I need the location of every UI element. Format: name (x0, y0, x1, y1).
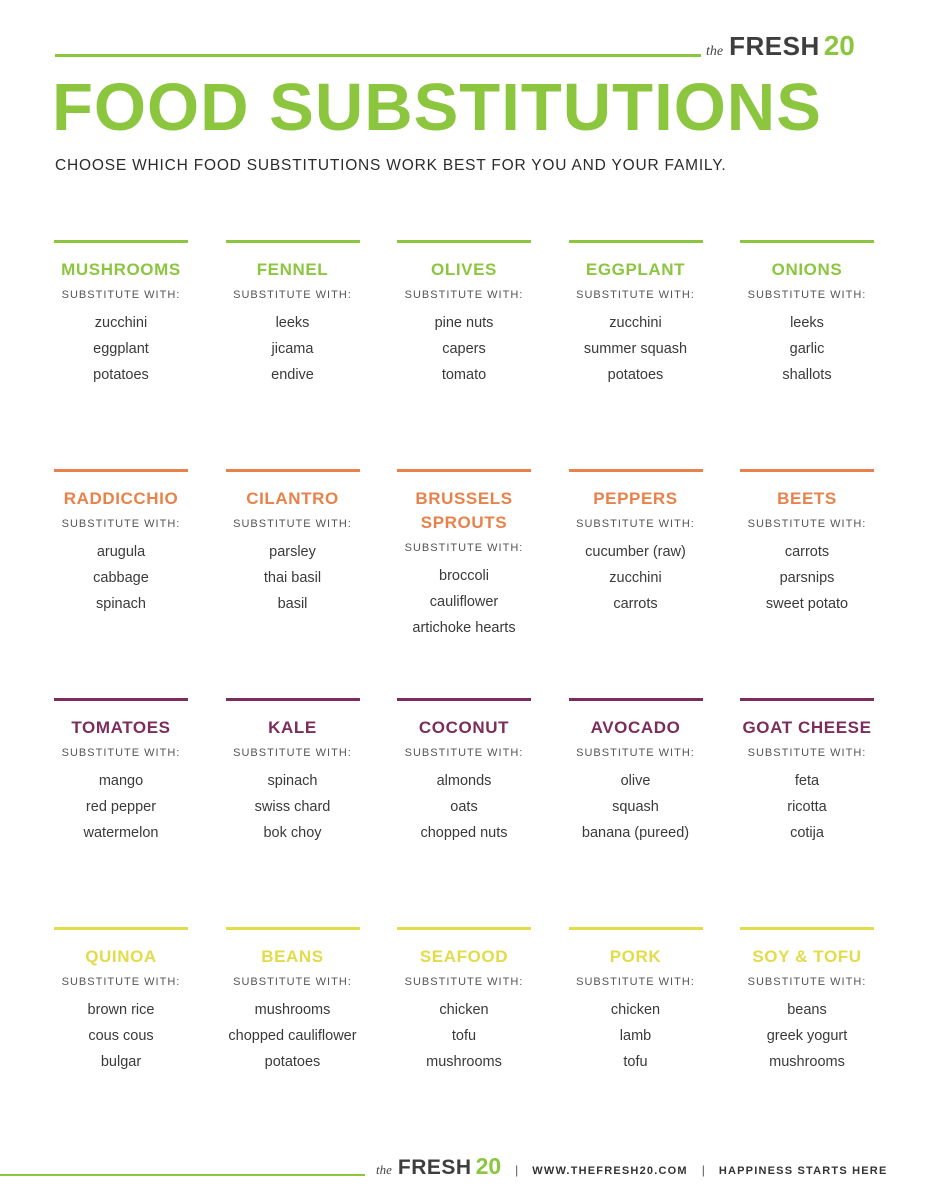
substitute-label: SUBSTITUTE WITH: (61, 289, 181, 301)
substitution-card (226, 469, 360, 698)
card-rule (226, 469, 360, 472)
substitute-option: banana (pureed) (581, 825, 690, 841)
substitute-label: SUBSTITUTE WITH: (61, 518, 181, 530)
substitution-card (54, 927, 188, 1156)
substitute-option: beans (787, 1002, 827, 1018)
food-name: RADDICCHIO (63, 489, 179, 508)
food-name: CILANTRO (246, 489, 339, 508)
substitute-option: cous cous (88, 1028, 154, 1044)
substitute-list (226, 310, 360, 388)
footer-brand-number: 20 (475, 1153, 502, 1179)
substitute-option: cotija (790, 825, 824, 841)
substitute-label: SUBSTITUTE WITH: (747, 747, 867, 759)
substitute-list (397, 310, 531, 388)
substitute-option: broccoli (439, 568, 489, 584)
substitute-option: tofu (451, 1028, 477, 1044)
substitute-list (569, 539, 703, 617)
substitute-option: tomato (441, 367, 487, 383)
substitute-option: squash (612, 799, 659, 815)
substitute-label: SUBSTITUTE WITH: (61, 747, 181, 759)
substitution-card (226, 927, 360, 1156)
food-name: PORK (609, 947, 662, 966)
substitution-card (54, 469, 188, 698)
substitute-label: SUBSTITUTE WITH: (233, 518, 352, 530)
substitute-option: feta (794, 773, 820, 789)
food-name: MUSHROOMS (61, 260, 181, 279)
substitute-option: lamb (619, 1028, 652, 1044)
substitute-option: almonds (436, 773, 492, 789)
substitute-list (397, 768, 531, 846)
substitute-option: carrots (613, 596, 658, 612)
card-rule (740, 469, 874, 472)
substitute-option: chopped nuts (420, 825, 508, 841)
substitution-card (397, 240, 531, 469)
brand-the: the (706, 44, 724, 59)
substitute-list (740, 997, 874, 1075)
food-name: BEETS (777, 489, 837, 508)
footer-brand-fresh: FRESH (397, 1156, 472, 1179)
card-rule (226, 240, 360, 243)
brand-fresh: FRESH (729, 31, 820, 61)
footer (376, 1153, 888, 1180)
substitution-row (54, 240, 874, 469)
substitute-option: mushrooms (254, 1002, 331, 1018)
card-rule (740, 240, 874, 243)
substitute-option: endive (271, 367, 314, 383)
substitution-card (569, 469, 703, 698)
footer-brand-the: the (376, 1162, 392, 1177)
substitution-card (569, 698, 703, 927)
brand-number: 20 (823, 30, 855, 61)
substitute-list (226, 539, 360, 617)
substitute-list (226, 768, 360, 846)
food-name: GOAT CHEESE (742, 718, 872, 737)
substitution-card (740, 698, 874, 927)
substitute-option: chicken (610, 1002, 661, 1018)
substitute-list (569, 768, 703, 846)
card-rule (569, 698, 703, 701)
food-name: COCONUT (418, 718, 510, 737)
substitute-option: mango (98, 773, 144, 789)
substitute-label: SUBSTITUTE WITH: (404, 542, 524, 554)
substitute-list (54, 539, 188, 617)
footer-website-link[interactable]: WWW.THEFRESH20.COM (532, 1165, 688, 1177)
substitute-option: potatoes (264, 1054, 321, 1070)
substitute-list (740, 539, 874, 617)
substitute-option: zucchini (94, 315, 148, 331)
substitute-option: shallots (782, 367, 832, 383)
substitute-option: cucumber (raw) (585, 544, 686, 560)
substitute-label: SUBSTITUTE WITH: (576, 976, 695, 988)
page-subtitle: CHOOSE WHICH FOOD SUBSTITUTIONS WORK BEST FOR YOU AND YOUR FAMILY. (55, 157, 727, 174)
substitute-option: greek yogurt (766, 1028, 848, 1044)
substitution-card (226, 698, 360, 927)
substitute-label: SUBSTITUTE WITH: (747, 518, 867, 530)
footer-separator: | (515, 1163, 519, 1177)
substitute-option: artichoke hearts (412, 620, 516, 636)
substitute-option: spinach (267, 773, 318, 789)
substitution-card (569, 927, 703, 1156)
substitute-option: basil (277, 596, 308, 612)
substitute-list (397, 997, 531, 1075)
substitute-label: SUBSTITUTE WITH: (61, 976, 181, 988)
food-name: BEANS (261, 947, 324, 966)
food-name: TOMATOES (71, 718, 171, 737)
substitute-option: zucchini (609, 315, 662, 331)
substitute-label: SUBSTITUTE WITH: (576, 747, 695, 759)
header-rule (55, 54, 701, 57)
substitute-label: SUBSTITUTE WITH: (747, 976, 867, 988)
substitution-card (397, 469, 531, 698)
substitution-card (740, 240, 874, 469)
substitute-label: SUBSTITUTE WITH: (747, 289, 867, 301)
footer-tagline: HAPPINESS STARTS HERE (718, 1165, 888, 1177)
card-rule (397, 698, 531, 701)
food-name: KALE (268, 718, 317, 737)
substitute-list (54, 997, 188, 1075)
substitute-label: SUBSTITUTE WITH: (233, 289, 352, 301)
substitute-list (740, 310, 874, 388)
substitute-option: carrots (784, 544, 830, 560)
substitute-label: SUBSTITUTE WITH: (404, 289, 524, 301)
food-name: SOY & TOFU (752, 947, 862, 966)
substitute-option: capers (442, 341, 486, 357)
substitute-option: sweet potato (765, 596, 849, 612)
substitute-option: tofu (623, 1054, 648, 1070)
substitution-card (226, 240, 360, 469)
substitute-option: thai basil (263, 570, 322, 586)
substitute-option: chopped cauliflower (228, 1028, 357, 1044)
substitution-card (54, 698, 188, 927)
footer-rule (0, 1174, 365, 1176)
substitute-option: eggplant (93, 341, 149, 357)
card-rule (226, 927, 360, 930)
substitute-label: SUBSTITUTE WITH: (404, 747, 524, 759)
card-rule (226, 698, 360, 701)
substitution-card (54, 240, 188, 469)
substitute-option: oats (450, 799, 478, 815)
substitute-option: potatoes (607, 367, 664, 383)
food-name: PEPPERS (593, 489, 678, 508)
substitution-card (397, 698, 531, 927)
substitute-label: SUBSTITUTE WITH: (576, 518, 695, 530)
substitute-option: ricotta (787, 799, 827, 815)
food-name: QUINOA (85, 947, 157, 966)
substitute-option: arugula (96, 544, 146, 560)
food-name: FENNEL (256, 260, 329, 279)
food-name: SEAFOOD (419, 947, 509, 966)
substitute-option: brown rice (87, 1002, 155, 1018)
substitution-row (54, 469, 874, 698)
substitute-label: SUBSTITUTE WITH: (576, 289, 695, 301)
substitute-option: leeks (275, 315, 310, 331)
substitute-option: zucchini (609, 570, 662, 586)
substitute-option: red pepper (85, 799, 157, 815)
card-rule (397, 469, 531, 472)
substitute-list (397, 563, 531, 641)
substitution-row (54, 698, 874, 927)
substitute-option: mushrooms (426, 1054, 502, 1070)
food-name: AVOCADO (590, 718, 681, 737)
substitute-option: garlic (789, 341, 825, 357)
substitute-option: parsnips (779, 570, 835, 586)
substitute-list (569, 997, 703, 1075)
substitute-list (740, 768, 874, 846)
substitute-option: summer squash (583, 341, 688, 357)
substitution-card (740, 469, 874, 698)
card-rule (54, 469, 188, 472)
substitute-option: bulgar (100, 1054, 142, 1070)
substitute-list (54, 768, 188, 846)
substitute-option: jicama (271, 341, 314, 357)
card-rule (54, 927, 188, 930)
substitute-option: spinach (96, 596, 146, 612)
card-rule (397, 240, 531, 243)
card-rule (54, 698, 188, 701)
substitute-option: cabbage (93, 570, 149, 586)
card-rule (740, 927, 874, 930)
footer-separator: | (701, 1163, 705, 1177)
substitute-option: pine nuts (434, 315, 494, 331)
card-rule (740, 698, 874, 701)
substitute-list (54, 310, 188, 388)
substitute-option: parsley (269, 544, 316, 560)
substitution-grid (54, 240, 874, 1156)
card-rule (569, 469, 703, 472)
substitute-option: watermelon (83, 825, 159, 841)
substitute-list (569, 310, 703, 388)
substitution-card (397, 927, 531, 1156)
substitute-list (226, 997, 360, 1075)
card-rule (54, 240, 188, 243)
substitution-card (569, 240, 703, 469)
substitute-option: mushrooms (769, 1054, 845, 1070)
substitute-label: SUBSTITUTE WITH: (404, 976, 524, 988)
card-rule (397, 927, 531, 930)
substitute-option: cauliflower (429, 594, 499, 610)
substitution-card (740, 927, 874, 1156)
substitute-option: swiss chard (254, 799, 331, 815)
substitute-option: potatoes (93, 367, 149, 383)
substitution-row (54, 927, 874, 1156)
food-name: ONIONS (771, 260, 843, 279)
card-rule (569, 927, 703, 930)
card-rule (569, 240, 703, 243)
substitute-option: bok choy (263, 825, 322, 841)
brand-logo (706, 30, 855, 62)
substitute-label: SUBSTITUTE WITH: (233, 976, 352, 988)
substitute-option: olive (620, 773, 651, 789)
page-title: FOOD SUBSTITUTIONS (52, 70, 822, 145)
substitute-option: leeks (790, 315, 824, 331)
food-name: EGGPLANT (585, 260, 686, 279)
food-name: BRUSSELS SPROUTS (415, 489, 513, 532)
substitute-label: SUBSTITUTE WITH: (233, 747, 352, 759)
substitute-option: chicken (439, 1002, 489, 1018)
food-name: OLIVES (431, 260, 497, 279)
